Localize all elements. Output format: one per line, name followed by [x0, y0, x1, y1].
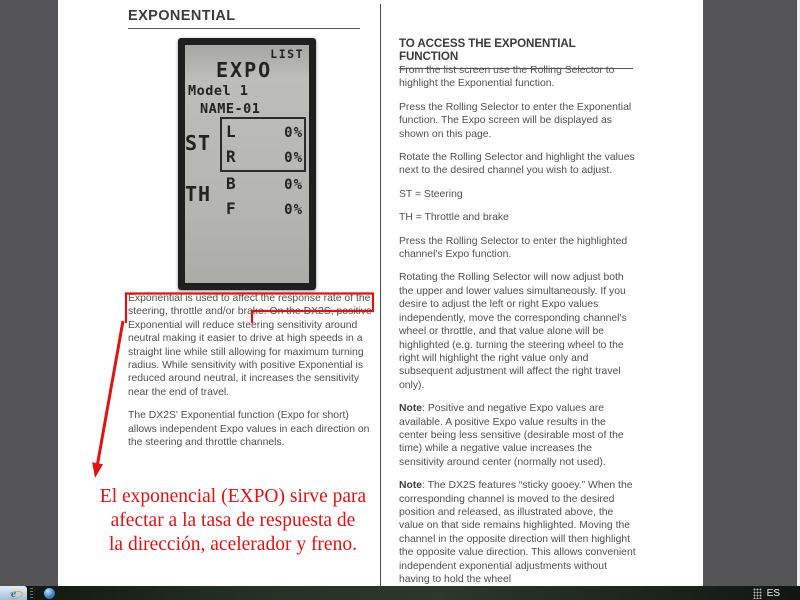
paragraph-step-adjust: Rotating the Rolling Selector will now adjust both the upper and lower values simultaneously. If you desire to adjust the left or right Expo values independently, move the corresponding channel's wheel or throttle, and that value alone will be highlighted (e.g. turning the steering wheel to the right will highlight the right value only and subsequent adjustment will affect the right travel only). [399, 272, 627, 391]
paragraph-exponential-intro: Exponential is used to affect the response rate of the steering, throttle and/or brake. On the DX2S, positive Exponential will reduce steering sensitivity around neutral making it easier to drive at high speeds in a straight line while still allowing for maximum turning radius. While sensitivity with positive Exponential is reduced around neutral, it increases the sensitivity near the end of travel. [128, 293, 372, 398]
taskbar [0, 586, 800, 600]
internet-explorer-launcher[interactable] [0, 586, 27, 600]
lcd-channel-th: TH [185, 182, 212, 206]
lcd-direction-forward: F [226, 199, 236, 218]
internet-explorer-icon: e [10, 586, 17, 600]
lcd-screen [185, 45, 309, 283]
annotation-arrow-line [98, 321, 123, 464]
note-label: Note [399, 403, 423, 415]
note-positive-negative [399, 402, 636, 469]
section-heading-exponential: EXPONENTIAL [128, 8, 360, 29]
globe-icon [44, 588, 55, 599]
section-heading-access-function: TO ACCESS THE EXPONENTIAL FUNCTION [399, 37, 633, 69]
note-sticky [399, 479, 636, 585]
lcd-value-forward: 0% [284, 202, 303, 218]
viewer-left-margin-panel [0, 0, 58, 586]
quick-launch-separator [30, 588, 33, 599]
lcd-model-line: Model 1 [188, 83, 249, 99]
note-text: : Positive and negative Expo values are available. A positive Expo value results in the center being less sensitive (desirable most of the time) while a negative value increases the sensitivity around center (normally not used). [399, 403, 624, 468]
translation-line: afectar a la tasa de respuesta de [110, 510, 356, 531]
lcd-expo-title: EXPO [216, 58, 273, 82]
translation-line: la dirección, acelerador y freno. [109, 534, 357, 555]
paragraph-th-definition: TH = Throttle and brake [399, 212, 509, 224]
lcd-direction-brake: B [226, 174, 236, 193]
paragraph-expo-function: The DX2S' Exponential function (Expo for short) allows independent Expo values in each direction on the steering and throttle channels. [128, 410, 370, 449]
tray-grip-handle[interactable] [753, 588, 762, 599]
note-label: Note [399, 480, 423, 492]
lcd-direction-right: R [226, 147, 236, 166]
viewer-right-margin-panel [703, 0, 797, 586]
globe-app-launcher[interactable] [36, 586, 62, 600]
paragraph-step-enter: Press the Rolling Selector to enter the Exponential function. The Expo screen will be displayed as shown on this page. [399, 101, 632, 140]
lcd-channel-st: ST [185, 131, 212, 155]
paragraph-step-highlight: From the list screen use the Rolling Selector to highlight the Exponential function. [399, 65, 615, 90]
lcd-value-brake: 0% [284, 177, 303, 193]
paragraph-step-press: Press the Rolling Selector to enter the highlighted channel's Expo function. [399, 235, 628, 261]
annotation-arrowhead-icon [92, 462, 103, 478]
lcd-value-left: 0% [284, 125, 303, 141]
spanish-translation-note [85, 485, 381, 557]
lcd-name-line: NAME-01 [200, 101, 261, 117]
lcd-value-right: 0% [284, 150, 303, 166]
lcd-photo [178, 38, 316, 290]
right-column-body [399, 64, 636, 585]
note-text: : The DX2S features “sticky gooey.” When the corresponding channel is moved to the desired position and released, as illustrated above, the value on that side remains highlighted. Moving the channel in the opposite direction will then highlight the opposite value direction. This allows convenient independent exponential adjustments without having to hold the wheel [399, 480, 636, 585]
left-column-body [128, 292, 375, 459]
lcd-direction-left: L [226, 122, 236, 141]
language-indicator[interactable]: ES [766, 587, 780, 599]
paragraph-st-definition: ST = Steering [399, 188, 463, 200]
translation-line: El exponencial (EXPO) sirve para [99, 486, 367, 507]
paragraph-step-rotate: Rotate the Rolling Selector and highlight the values next to the desired channel you wish to adjust. [399, 152, 635, 177]
lcd-list-label: LIST [270, 47, 304, 61]
